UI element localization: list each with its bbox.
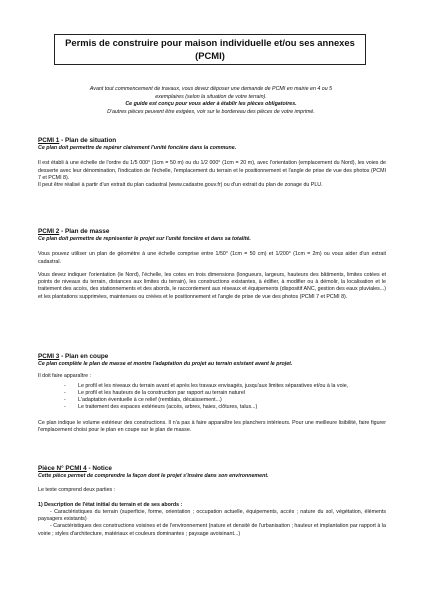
section-pcmi3: [38, 353, 386, 434]
section-lead: Le texte comprend deux parties :: [38, 487, 116, 494]
section-heading: [38, 465, 386, 473]
section-title: - Plan de masse: [59, 228, 110, 235]
section-number: PCMI 2: [38, 228, 60, 235]
intro-line: exemplaires (selon la situation de votre terrain).: [155, 93, 267, 100]
section-number: PCMI 1: [38, 137, 60, 144]
section-note: Ce plan doit permettre de représenter le projet sur l'unité foncière et dans sa totalité.: [38, 236, 251, 242]
section-paragraph: Il est établi à une échelle de l'ordre du 1/5 000° (1cm = 50 m) ou du 1/2 000° (1cm = 20 m), avec l'orientation (emplacement du Nord), les voies de desserte avec leur dénomination, l'indication de l'échelle, l'emplacement du terrain et le positionnement et l'angle de prise de vue des photos (PCMI 7 et PCMI 8).: [38, 160, 386, 181]
list-item: - Le profil et les hauteurs de la construction par rapport au terrain naturel: [64, 389, 245, 396]
list-item: - Le traitement des espaces extérieurs (accès, arbres, haies, clôtures, talus...): [64, 404, 258, 411]
section-pcmi1: [38, 137, 386, 189]
document-title-box: [54, 34, 366, 65]
intro-guide-note: Ce guide est conçu pour vous aider à établir les pièces obligatoires.: [125, 101, 297, 108]
section-heading: [38, 353, 386, 361]
section-paragraph: Vous pouvez utiliser un plan de géomètre à une échelle comprise entre 1/50° (1cm = 50 cm) et 1/200° (1cm = 2m) ou vous aider d'un extrait cadastral.: [38, 251, 386, 265]
list-item: - L'adaptation éventuelle à ce relief (remblais, décaissement...): [64, 397, 222, 404]
section-number: Pièce N° PCMI 4: [38, 465, 87, 472]
section-title: - Plan en coupe: [59, 353, 109, 360]
section-title: - Plan de situation: [59, 137, 117, 144]
section-pcmi4: [38, 465, 386, 538]
intro-paragraph: [56, 86, 366, 116]
intro-line: D'autres pièces peuvent être exigées, voir sur le bordereau des pièces de votre imprimé.: [107, 108, 315, 115]
document-title: Permis de construire pour maison individuelle et/ou ses annexes: [65, 37, 355, 48]
section-pcmi2: [38, 228, 386, 301]
section-paragraph: Ce plan indique le volume extérieur des constructions. Il n'a pas à faire apparaître les planchers intérieurs. Pour une meilleure lisibilité, faire figurer l'emplacement choisi pour le plan en coupe sur le plan de masse.: [38, 419, 386, 433]
section-lead: Il doit faire apparaître :: [38, 373, 91, 380]
section-paragraph: Vous devez indiquer l'orientation (le Nord), l'échelle, les cotes en trois dimensions (longueurs, largeurs, hauteurs des bâtiments, limites cotées et points de niveaux du terrain, distances aux limites du terrain), les constructions existantes, à édifier, à modifier ou à démolir, la localisation et le traitement des accès, des stationnements et des abords, le raccordement aux réseaux et équipements (dispositif ANC, gestion des eaux pluviales...) et les plantations supprimées, maintenues ou créées et le positionnement et l'angle de prise de vue des photos (PCMI 7 et PCMI 8).: [38, 271, 386, 300]
section-note: Ce plan doit permettre de repérer clairement l'unité foncière dans la commune.: [38, 145, 237, 151]
section-note: Cette pièce permet de comprendre la façon dont le projet s'insère dans son environnement.: [38, 473, 269, 479]
list-item: - Le profil et les niveaux du terrain avant et après les travaux envisagés, jusqu'aux limites séparatives et/ou à la voie,: [64, 382, 349, 389]
section-paragraph: - Caractéristiques du terrain (superficie, forme, orientation ; occupation actuelle, équipements, accès ; nature du sol, végétation, éléments paysagers existants): [38, 508, 386, 523]
section-heading: [38, 137, 386, 145]
subsection-heading: 1) Description de l'état initial du terrain et de ses abords :: [38, 501, 183, 508]
section-paragraph: Il peut être réalisé à partir d'un extrait du plan cadastral (www.cadastre.gouv.fr) ou d'un extrait du plan de zonage du PLU.: [38, 182, 323, 189]
intro-line: Avant tout commencement de travaux, vous devez déposer une demande de PCMI en mairie en 4 ou 5: [89, 86, 333, 92]
section-heading: [38, 228, 386, 236]
section-title: - Notice: [86, 465, 112, 472]
document-title-abbrev: (PCMI): [195, 50, 225, 61]
section-note: Ce plan complète le plan de masse et montre l'adaptation du projet au terrain existant avant le projet.: [38, 361, 293, 367]
section-paragraph: - Caractéristiques des constructions voisines et de l'environnement (nature et densité de l'urbanisation ; hauteur et implantation par rapport à la voirie ; styles d'architecture, matériaux et couleurs dominantes ; paysage avoisinant...): [38, 523, 386, 537]
requirement-list: [38, 383, 386, 412]
section-number: PCMI 3: [38, 353, 60, 360]
